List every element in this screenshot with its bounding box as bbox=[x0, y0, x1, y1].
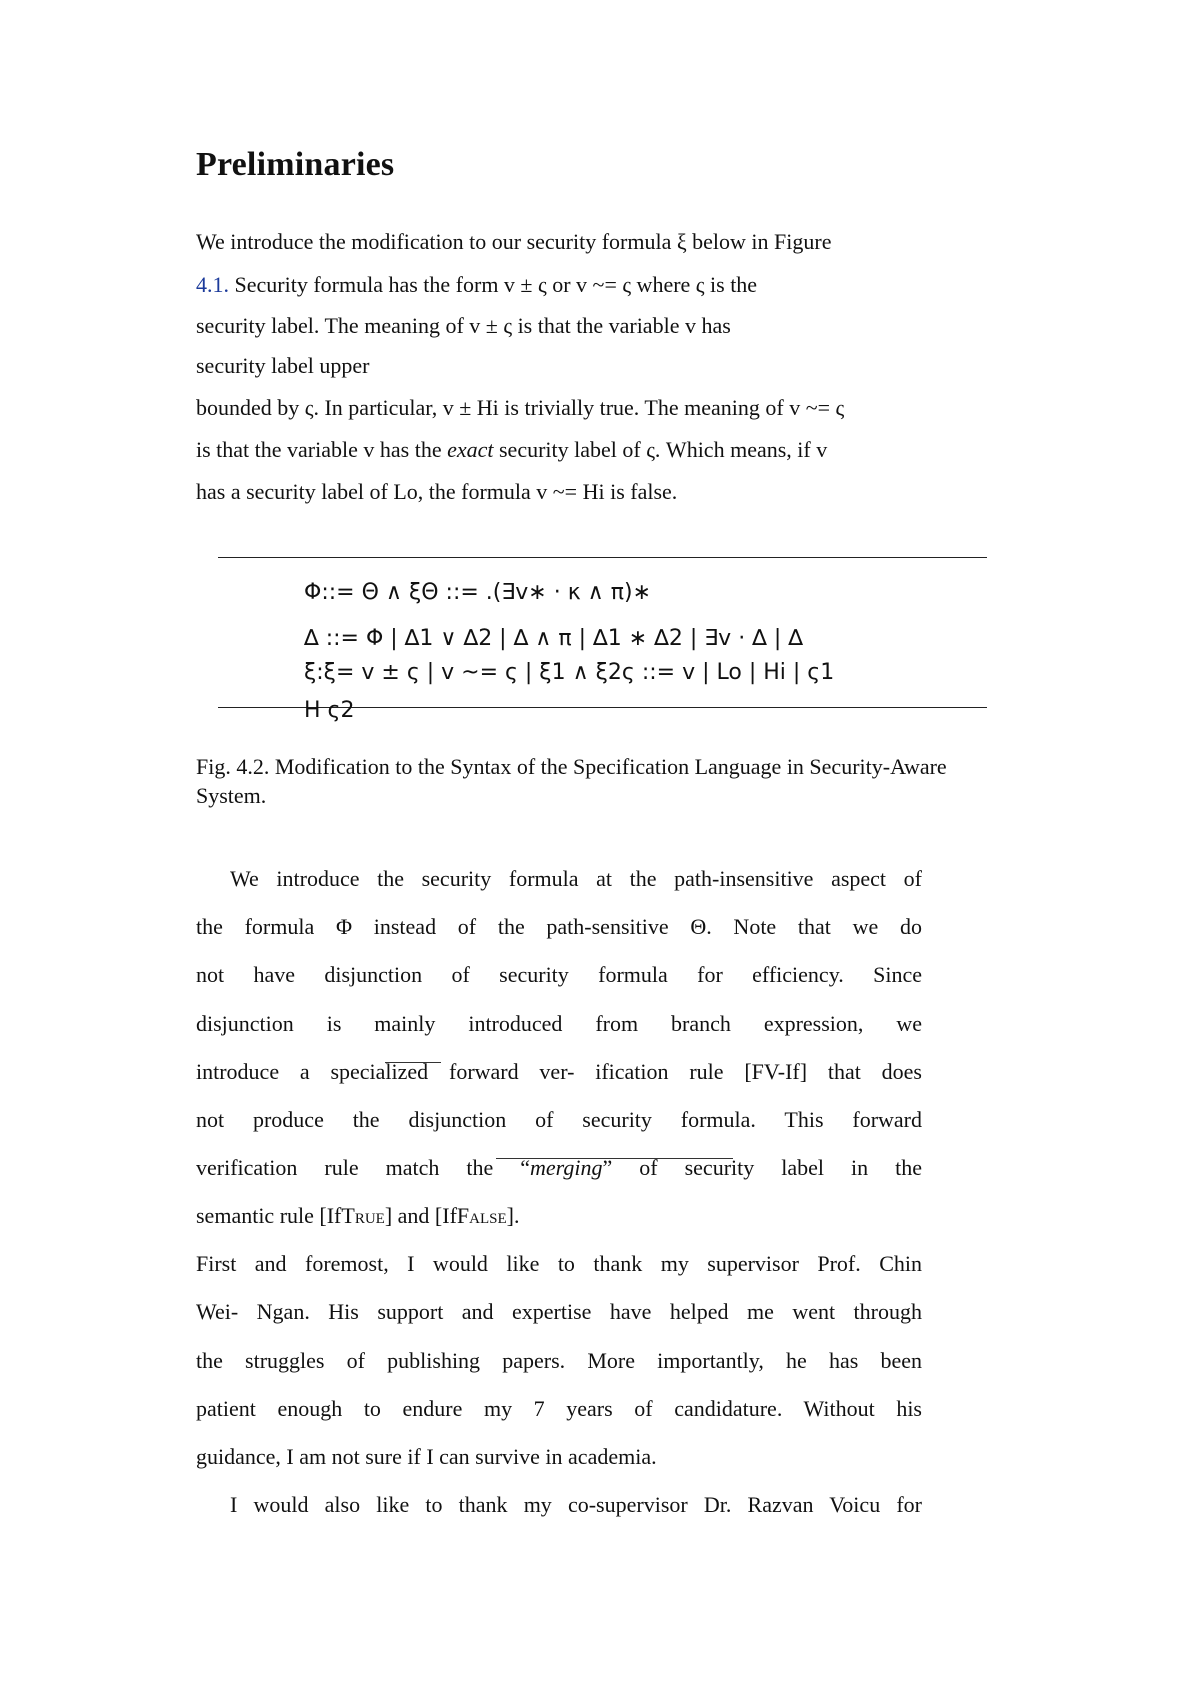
body-p2-line-4: patient enough to endure my 7 years of candidature. Without his bbox=[196, 1396, 922, 1421]
intro-line-1: We introduce the modification to our security formula ξ below in Figure bbox=[196, 229, 832, 254]
grammar-line-3: ξ:ξ= v ± ς | v ~= ς | ξ1 ∧ ξ2ς ::= v | Lo | Hi | ς1 bbox=[304, 660, 835, 685]
intro-line-6-b: security label of ς. Which means, if v bbox=[493, 437, 828, 462]
figure-reference-link[interactable]: 4.1. bbox=[196, 272, 229, 297]
overline-mark-1 bbox=[385, 1062, 441, 1063]
intro-line-2-text: Security formula has the form v ± ς or v ~= ς where ς is the bbox=[229, 272, 758, 297]
body-p1-line-7-a: verification rule match the “ bbox=[196, 1155, 530, 1180]
rule-if-prefix-2: ] and [If bbox=[384, 1203, 457, 1228]
intro-line-6 bbox=[196, 437, 827, 463]
body-p1-line-5: introduce a specialized forward ver- ification rule [FV-If] that does bbox=[196, 1059, 922, 1084]
body-p3-line-1: I would also like to thank my co-supervisor Dr. Razvan Voicu for bbox=[230, 1492, 922, 1517]
body-p1-line-8 bbox=[196, 1203, 922, 1229]
body-p1-line-6: not produce the disjunction of security formula. This forward bbox=[196, 1107, 922, 1132]
rule-name-true: True bbox=[341, 1203, 385, 1228]
grammar-line-2: ∆ ::= Φ | ∆1 ∨ ∆2 | ∆ ∧ π | ∆1 ∗ ∆2 | ∃v · ∆ | ∆ bbox=[304, 626, 804, 651]
emphasis-merging: merging bbox=[530, 1155, 603, 1180]
intro-line-4: security label upper bbox=[196, 353, 370, 378]
body-p1-line-1: We introduce the security formula at the path-insensitive aspect of bbox=[230, 866, 922, 891]
rule-name-false: False bbox=[456, 1203, 507, 1228]
emphasis-exact: exact bbox=[447, 437, 494, 462]
intro-line-7: has a security label of Lo, the formula v ~= Hi is false. bbox=[196, 479, 678, 504]
body-p2-line-5: guidance, I am not sure if I can survive in academia. bbox=[196, 1444, 657, 1469]
intro-line-5: bounded by ς. In particular, v ± Hi is trivially true. The meaning of v ~= ς bbox=[196, 395, 845, 420]
body-p2-line-2: Wei- Ngan. His support and expertise have helped me went through bbox=[196, 1299, 922, 1324]
section-title: Preliminaries bbox=[196, 146, 395, 183]
intro-line-2 bbox=[196, 272, 757, 298]
body-p1-line-3: not have disjunction of security formula for efficiency. Since bbox=[196, 962, 922, 987]
body-p1-line-4: disjunction is mainly introduced from branch expression, we bbox=[196, 1011, 922, 1036]
figure-top-rule bbox=[218, 557, 987, 558]
body-p2-line-1: First and foremost, I would like to thank my supervisor Prof. Chin bbox=[196, 1251, 922, 1276]
rule-if-prefix-1: semantic rule [If bbox=[196, 1203, 342, 1228]
rule-suffix: ]. bbox=[506, 1203, 520, 1228]
body-p1-line-2: the formula Φ instead of the path-sensitive Θ. Note that we do bbox=[196, 914, 922, 939]
body-p1-line-7-b: ” of security label in the bbox=[602, 1155, 922, 1180]
figure-caption: Fig. 4.2. Modification to the Syntax of the Specification Language in Security-Aware System. bbox=[196, 754, 947, 808]
intro-line-3: security label. The meaning of v ± ς is that the variable v has bbox=[196, 313, 731, 338]
grammar-line-1: Φ::= Θ ∧ ξΘ ::= .(∃v∗ · κ ∧ π)∗ bbox=[304, 580, 652, 605]
intro-line-6-a: is that the variable v has the bbox=[196, 437, 448, 462]
overline-mark-2 bbox=[496, 1158, 733, 1159]
grammar-line-4: H ς2 bbox=[304, 698, 355, 723]
body-p2-line-3: the struggles of publishing papers. More importantly, he has been bbox=[196, 1348, 922, 1373]
